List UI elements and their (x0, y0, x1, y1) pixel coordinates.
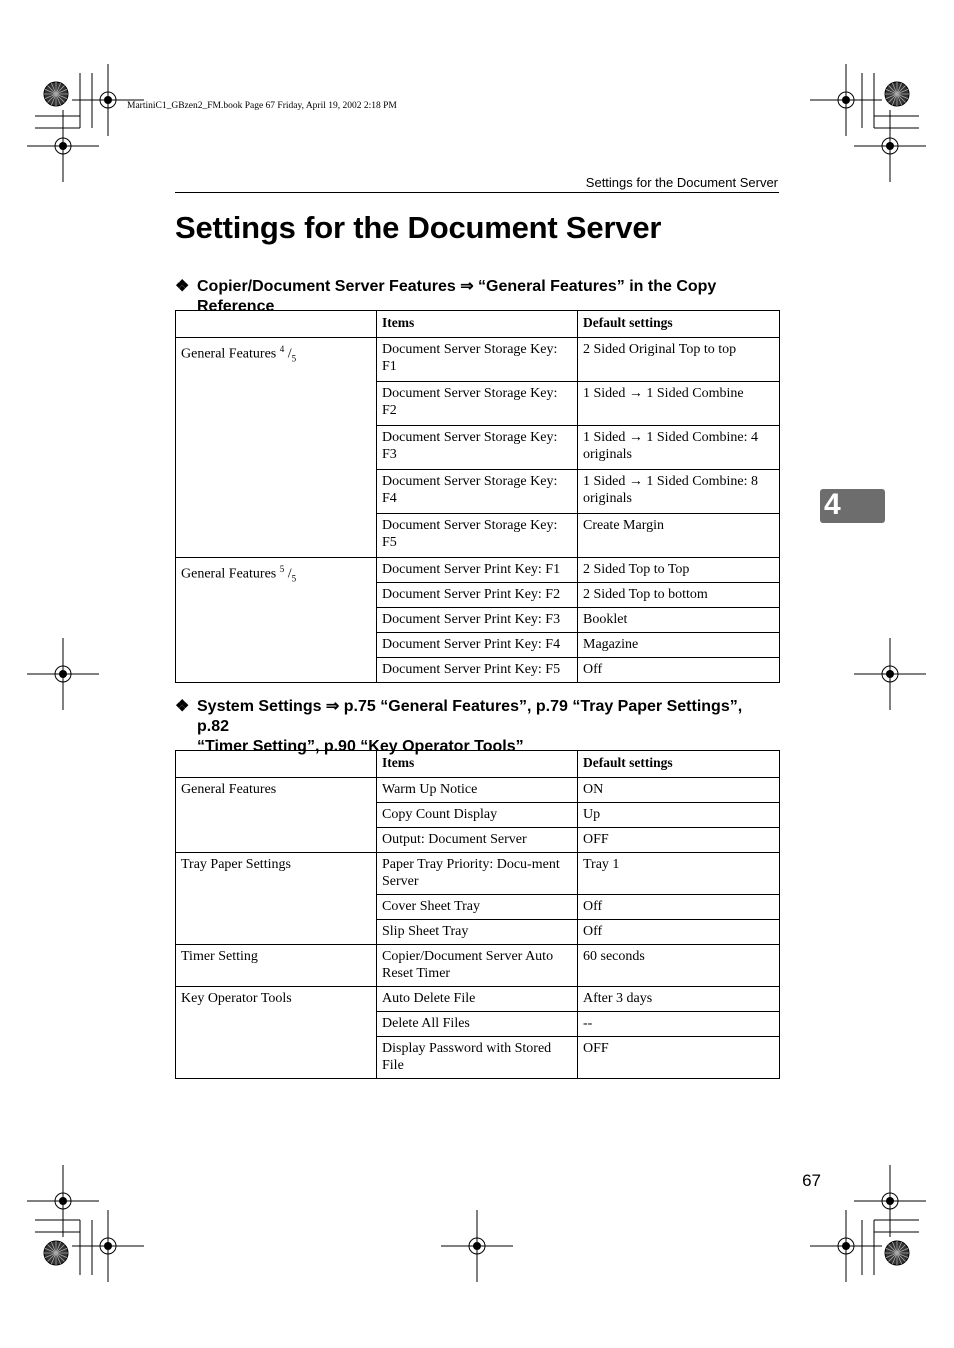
item-cell: Copy Count Display (377, 803, 578, 828)
chapter-tab (820, 489, 885, 523)
default-setting-cell: ON (578, 778, 780, 803)
group-label-cell: General Features $^4$ $/_5$ (176, 338, 377, 558)
header-group (176, 311, 377, 338)
item-cell: Document Server Print Key: F2 (377, 583, 578, 608)
default-setting-cell: Magazine (578, 633, 780, 658)
page-title: Settings for the Document Server (175, 210, 662, 245)
diamond-bullet-icon: ❖ (175, 278, 190, 295)
item-cell: Document Server Storage Key: F3 (377, 426, 578, 470)
header-default-settings: Default settings (578, 311, 780, 338)
default-setting-cell: 1 Sided → 1 Sided Combine (578, 382, 780, 426)
group-label-cell (176, 778, 377, 853)
table-row (176, 778, 780, 803)
default-setting-cell: Tray 1 (578, 853, 780, 895)
section-heading-line2: “Timer Setting”, p.90 “Key Operator Tools” (197, 738, 524, 755)
item-cell: Document Server Print Key: F1 (377, 558, 578, 583)
item-cell: Cover Sheet Tray (377, 895, 578, 920)
group-label-cell (176, 853, 377, 945)
default-setting-cell: 1 Sided → 1 Sided Combine: 8 originals (578, 470, 780, 514)
group-label: Timer Setting (181, 949, 258, 964)
item-cell: Document Server Print Key: F4 (377, 633, 578, 658)
page-fraction-denominator: 5 (291, 353, 297, 364)
section-heading-system (175, 697, 775, 757)
group-label: General Features (181, 782, 277, 797)
default-setting-cell: 2 Sided Top to bottom (578, 583, 780, 608)
default-setting-cell: -- (578, 1012, 780, 1037)
default-setting-cell: OFF (578, 1037, 780, 1079)
default-setting-cell: OFF (578, 828, 780, 853)
page-number: 67 (802, 1171, 821, 1190)
group-label: General Features (181, 566, 277, 582)
table-header-row (176, 311, 780, 338)
item-cell: Slip Sheet Tray (377, 920, 578, 945)
default-setting-cell: 1 Sided → 1 Sided Combine: 4 originals (578, 426, 780, 470)
group-label: Key Operator Tools (181, 991, 292, 1006)
table-row (176, 853, 780, 895)
section-heading-line1: System Settings ⇒ p.75 “General Features”, p.79 “Tray Paper Settings”, p.82 (197, 698, 743, 735)
header-items: Items (377, 751, 578, 778)
system-settings-table (175, 750, 780, 1079)
group-label-cell (176, 987, 377, 1079)
header-rule (175, 192, 779, 193)
group-label: Tray Paper Settings (181, 857, 291, 872)
page-fraction-numerator: 4 (279, 344, 285, 354)
header-group (176, 751, 377, 778)
item-cell: Document Server Print Key: F5 (377, 658, 578, 683)
header-default-settings: Default settings (578, 751, 780, 778)
table-row (176, 338, 780, 382)
item-cell: Document Server Print Key: F3 (377, 608, 578, 633)
default-setting-cell: 2 Sided Original Top to top (578, 338, 780, 382)
chapter-number: 4 (824, 488, 841, 521)
item-cell: Display Password with Stored File (377, 1037, 578, 1079)
item-cell: Warm Up Notice (377, 778, 578, 803)
table-row (176, 558, 780, 583)
page-fraction-numerator: 5 (279, 564, 285, 574)
table-header-row (176, 751, 780, 778)
default-setting-cell: Create Margin (578, 514, 780, 558)
item-cell: Delete All Files (377, 1012, 578, 1037)
item-cell: Document Server Storage Key: F1 (377, 338, 578, 382)
running-header: Settings for the Document Server (585, 175, 778, 190)
diamond-bullet-icon: ❖ (175, 698, 190, 715)
table-row (176, 945, 780, 987)
item-cell: Document Server Storage Key: F2 (377, 382, 578, 426)
table-row (176, 987, 780, 1012)
default-setting-cell: Off (578, 920, 780, 945)
section-heading-text: Copier/Document Server Features ⇒ “General Features” in the Copy Reference (197, 278, 717, 315)
item-cell: Document Server Storage Key: F5 (377, 514, 578, 558)
default-setting-cell: 60 seconds (578, 945, 780, 987)
item-cell: Output: Document Server (377, 828, 578, 853)
item-cell: Document Server Storage Key: F4 (377, 470, 578, 514)
group-label-cell (176, 945, 377, 987)
default-setting-cell: 2 Sided Top to Top (578, 558, 780, 583)
default-setting-cell: Off (578, 895, 780, 920)
default-setting-cell: Off (578, 658, 780, 683)
item-cell: Paper Tray Priority: Docu-ment Server (377, 853, 578, 895)
item-cell: Auto Delete File (377, 987, 578, 1012)
group-label: General Features (181, 346, 277, 362)
default-setting-cell: After 3 days (578, 987, 780, 1012)
page-fraction-denominator: 5 (291, 573, 297, 584)
group-label-cell: General Features $^5$ $/_5$ (176, 558, 377, 683)
default-setting-cell: Booklet (578, 608, 780, 633)
item-cell: Copier/Document Server Auto Reset Timer (377, 945, 578, 987)
print-info: MartiniC1_GBzen2_FM.book Page 67 Friday, April 19, 2002 2:18 PM (127, 101, 397, 111)
header-items: Items (377, 311, 578, 338)
copier-features-table (175, 310, 780, 683)
default-setting-cell: Up (578, 803, 780, 828)
